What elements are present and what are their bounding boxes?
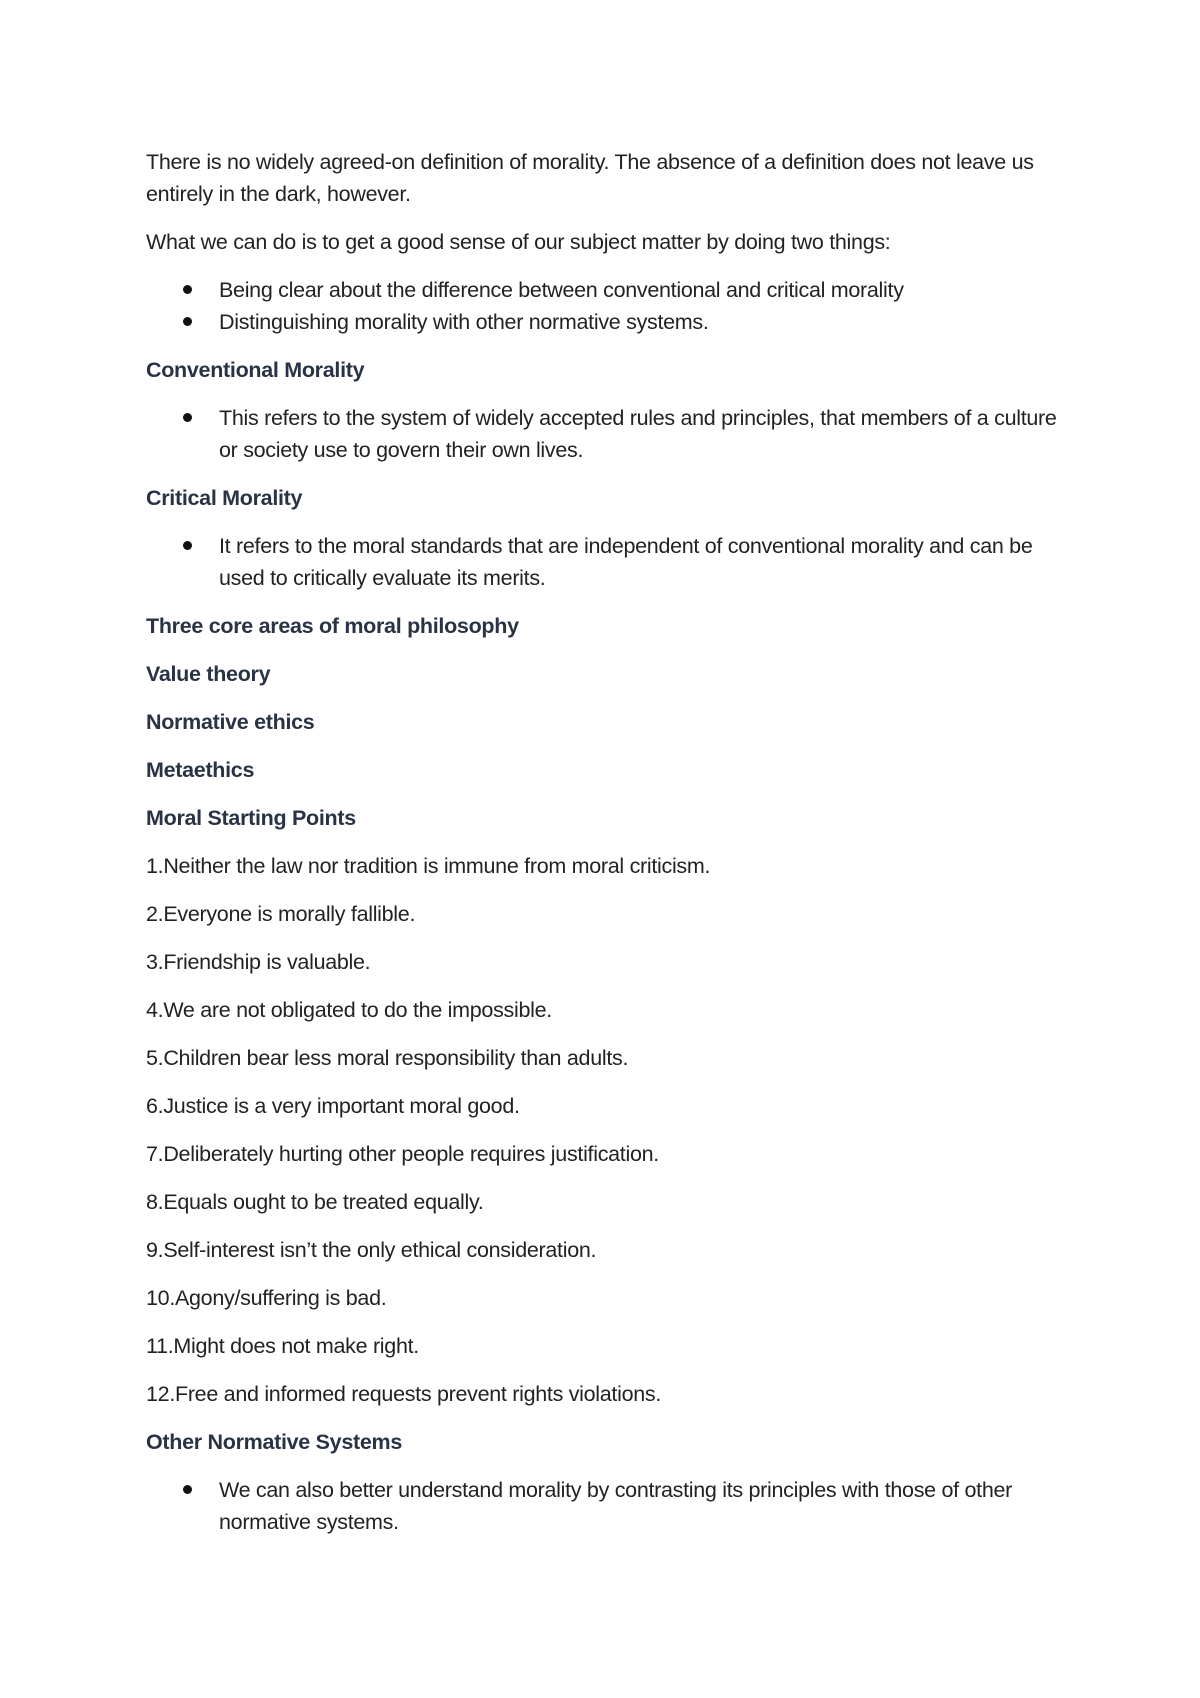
starting-point-7: 7.Deliberately hurting other people requires justification.	[146, 1142, 659, 1166]
heading-metaethics: Metaethics	[146, 758, 255, 782]
heading-other-normative-systems: Other Normative Systems	[146, 1430, 402, 1454]
starting-point-9: 9.Self-interest isn’t the only ethical consideration.	[146, 1238, 597, 1262]
list-item	[146, 306, 1060, 338]
heading-value-theory: Value theory	[146, 662, 271, 686]
starting-point-4: 4.We are not obligated to do the impossible.	[146, 998, 552, 1022]
heading-core-areas: Three core areas of moral philosophy	[146, 614, 519, 638]
intro-paragraph-2: What we can do is to get a good sense of our subject matter by doing two things:	[146, 230, 891, 254]
critical-bullet-list	[146, 530, 1060, 594]
intro-bullet-list	[146, 274, 1060, 338]
list-item-text: We can also better understand morality by contrasting its principles with those of other normative systems.	[219, 1478, 1013, 1534]
starting-point-8: 8.Equals ought to be treated equally.	[146, 1190, 484, 1214]
intro-paragraph-1: There is no widely agreed-on definition of morality. The absence of a definition does not leave us entirely in the dark, however.	[146, 150, 1034, 206]
starting-point-11: 11.Might does not make right.	[146, 1334, 419, 1358]
heading-moral-starting-points: Moral Starting Points	[146, 806, 356, 830]
list-item-text: This refers to the system of widely accepted rules and principles, that members of a culture or society use to govern their own lives.	[219, 406, 1057, 462]
bullet-icon	[183, 1485, 192, 1494]
bullet-icon	[183, 285, 192, 294]
starting-point-10: 10.Agony/suffering is bad.	[146, 1286, 387, 1310]
other-systems-bullet-list	[146, 1474, 1060, 1538]
list-item-text: It refers to the moral standards that are independent of conventional morality and can be used to critically evaluate its merits.	[219, 534, 1033, 590]
heading-normative-ethics: Normative ethics	[146, 710, 315, 734]
bullet-icon	[183, 317, 192, 326]
list-item-text: Distinguishing morality with other normative systems.	[219, 310, 709, 334]
starting-point-1: 1.Neither the law nor tradition is immune from moral criticism.	[146, 854, 711, 878]
starting-point-12: 12.Free and informed requests prevent rights violations.	[146, 1382, 662, 1406]
heading-critical-morality: Critical Morality	[146, 486, 303, 510]
list-item-text: Being clear about the difference between conventional and critical morality	[219, 278, 904, 302]
list-item	[146, 274, 1060, 306]
bullet-icon	[183, 413, 192, 422]
conventional-bullet-list	[146, 402, 1060, 466]
bullet-icon	[183, 541, 192, 550]
heading-conventional-morality: Conventional Morality	[146, 358, 365, 382]
list-item	[146, 1474, 1060, 1538]
starting-point-3: 3.Friendship is valuable.	[146, 950, 371, 974]
starting-point-6: 6.Justice is a very important moral good.	[146, 1094, 520, 1118]
list-item	[146, 402, 1060, 466]
starting-point-2: 2.Everyone is morally fallible.	[146, 902, 416, 926]
list-item	[146, 530, 1060, 594]
starting-point-5: 5.Children bear less moral responsibility than adults.	[146, 1046, 629, 1070]
